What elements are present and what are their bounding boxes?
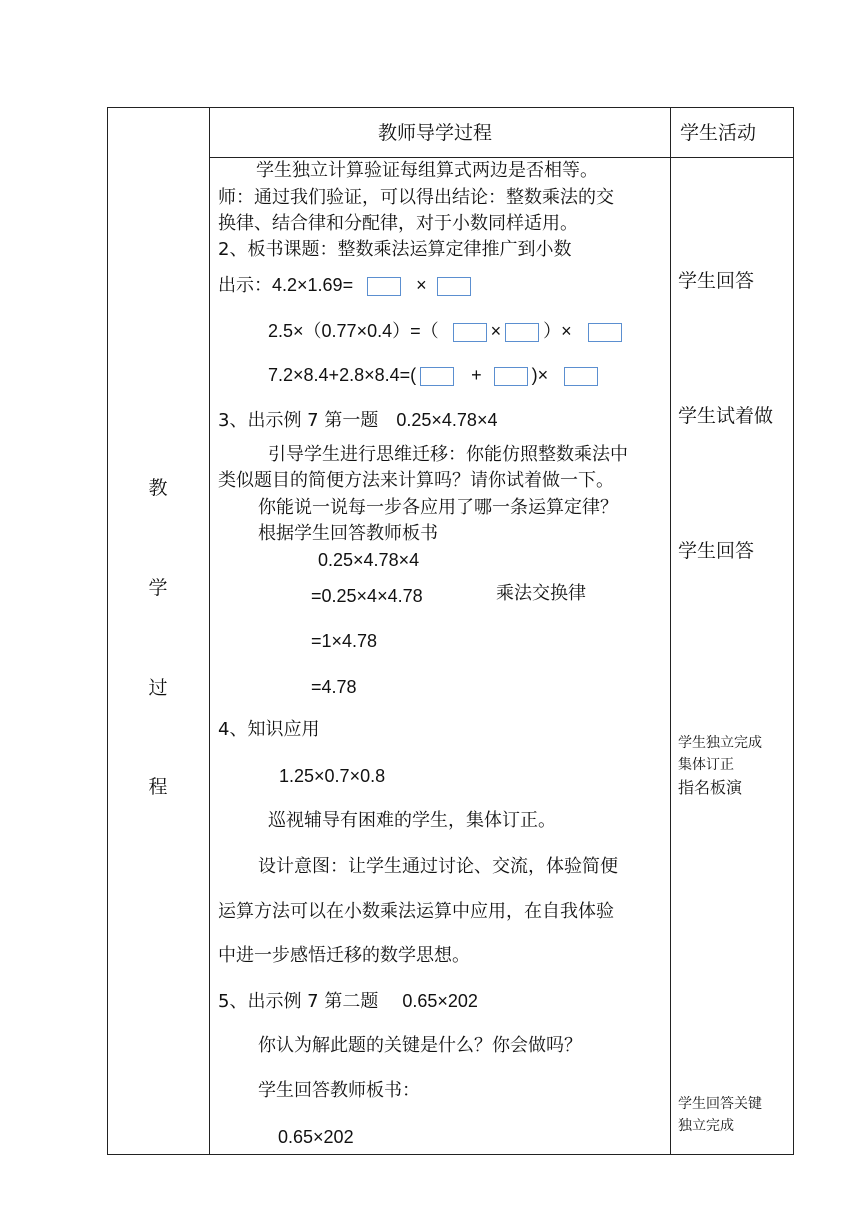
column-divider-2 — [670, 107, 671, 1155]
section-5-board: 学生回答教师板书： — [258, 1080, 420, 1101]
guide-line-2: 类似题目的简便方法来计算吗？请你试着做一下。 — [218, 470, 614, 491]
student-activity-4b: 集体订正 — [678, 757, 734, 773]
blank-box — [588, 323, 622, 342]
example-7-q2-expr: 0.65×202 — [402, 991, 478, 1011]
student-activity-5a: 学生回答关键 — [678, 1096, 762, 1112]
student-activity-5b: 独立完成 — [678, 1118, 734, 1134]
left-label-char-3: 过 — [148, 677, 168, 699]
blank-box — [437, 277, 471, 296]
column-divider-1 — [209, 107, 210, 1155]
table-top-border — [107, 107, 794, 108]
table-left-border — [107, 107, 108, 1155]
section-5-question: 你认为解此题的关键是什么？你会做吗？ — [258, 1035, 582, 1056]
guide-line-4: 根据学生回答教师板书 — [258, 523, 438, 544]
blank-box — [367, 277, 401, 296]
calc-step-3: =1×4.78 — [311, 631, 378, 651]
left-label-char-2: 学 — [148, 577, 168, 599]
header-bottom-border — [209, 157, 794, 158]
paragraph-verify: 学生独立计算验证每组算式两边是否相等。 — [256, 160, 598, 181]
example-7-q2-label: 5、出示例 7 第二题 — [218, 991, 379, 1012]
section-4-text: 巡视辅导有困难的学生，集体订正。 — [268, 810, 556, 831]
calc-step-2-note: 乘法交换律 — [496, 583, 586, 604]
equation-3 — [268, 364, 602, 386]
calc-step-1: 0.25×4.78×4 — [318, 550, 420, 570]
blank-box — [564, 367, 598, 386]
blank-box — [505, 323, 539, 342]
paragraph-conclusion-2: 换律、结合律和分配律，对于小数同样适用。 — [218, 213, 578, 234]
calc-step-2: =0.25×4×4.78 — [311, 586, 423, 606]
blank-box — [453, 323, 487, 342]
equation-2-part-c: ）× — [543, 321, 572, 341]
calc-step-4: =4.78 — [311, 677, 357, 697]
equation-2-part-a: 2.5×（0.77×0.4）=（ — [268, 321, 439, 341]
design-intent-2: 运算方法可以在小数乘法运算中应用，在自我体验 — [218, 901, 614, 922]
equation-3-part-b: + — [471, 365, 482, 385]
section-4-expr: 1.25×0.7×0.8 — [279, 766, 386, 786]
example-7-q2 — [218, 990, 478, 1013]
student-activity-4a: 学生独立完成 — [678, 735, 762, 751]
equation-3-part-a: 7.2×8.4+2.8×8.4=( — [268, 365, 417, 385]
blank-box — [494, 367, 528, 386]
example-7-q1-label: 3、出示例 7 第一题 — [218, 410, 379, 431]
guide-line-3: 你能说一说每一步各应用了哪一条运算定律？ — [258, 497, 618, 518]
example-7-q1 — [218, 409, 497, 432]
example-7-q1-expr: 0.25×4.78×4 — [396, 410, 498, 430]
section-5-calc: 0.65×202 — [278, 1127, 354, 1147]
table-right-border — [793, 107, 794, 1155]
paragraph-conclusion-1: 师：通过我们验证，可以得出结论：整数乘法的交 — [218, 187, 614, 208]
student-activity-1: 学生回答 — [678, 270, 755, 292]
header-student: 学生活动 — [680, 122, 757, 144]
table-bottom-border — [107, 1154, 794, 1155]
guide-line-1: 引导学生进行思维迁移：你能仿照整数乘法中 — [268, 444, 628, 465]
times-sign: × — [416, 275, 427, 295]
equation-1 — [218, 274, 475, 296]
left-label-char-4: 程 — [148, 776, 168, 798]
equation-3-part-c: )× — [531, 365, 549, 385]
student-activity-3: 学生回答 — [678, 540, 755, 562]
design-intent-1: 设计意图：让学生通过讨论、交流，体验简便 — [258, 856, 618, 877]
section-4-title: 4、知识应用 — [218, 719, 320, 740]
equation-2 — [268, 320, 626, 342]
header-teacher: 教师导学过程 — [378, 122, 493, 144]
student-activity-2: 学生试着做 — [678, 405, 774, 427]
left-label-char-1: 教 — [148, 477, 168, 499]
student-activity-4c: 指名板演 — [678, 778, 743, 797]
equation-2-part-b: × — [490, 321, 502, 341]
design-intent-3: 中进一步感悟迁移的数学思想。 — [218, 945, 470, 966]
blank-box — [420, 367, 454, 386]
equation-1-label: 出示：4.2×1.69= — [218, 275, 354, 295]
paragraph-title: 2、板书课题：整数乘法运算定律推广到小数 — [218, 239, 572, 260]
